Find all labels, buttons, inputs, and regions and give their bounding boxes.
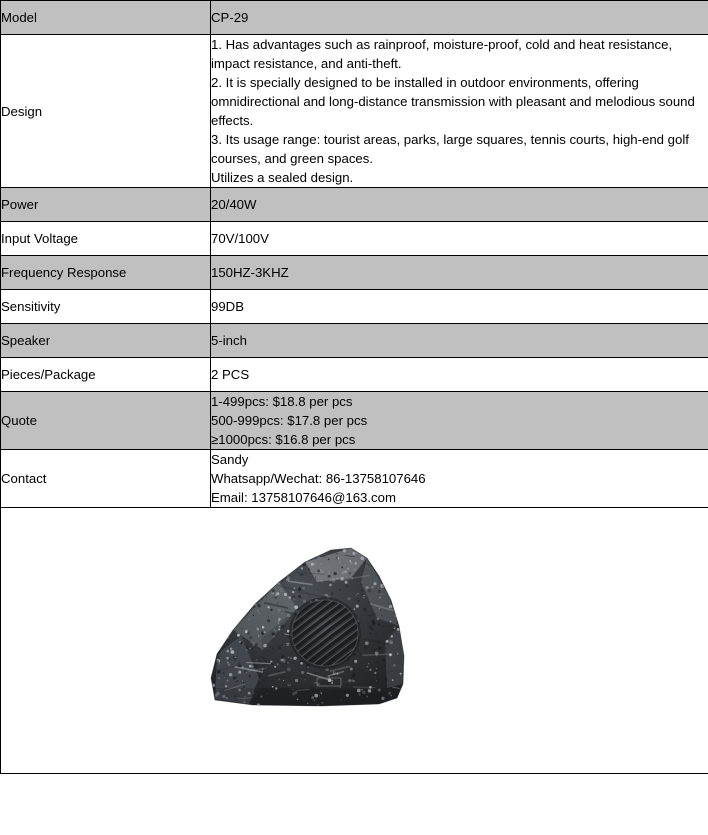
spec-label-text: Sensitivity xyxy=(1,299,61,314)
table-row xyxy=(1,35,708,188)
spec-label-cell xyxy=(1,188,211,222)
table-body xyxy=(1,1,708,774)
spec-value-line: Utilizes a sealed design. xyxy=(211,170,354,185)
spec-value-line: 2. It is specially designed to be installed in outdoor environments, offering omnidirectional and long-distance transmission with pleasant and melodious sound effects. xyxy=(211,75,699,128)
table-row xyxy=(1,450,708,508)
spec-value-line: 3. Its usage range: tourist areas, parks, large squares, tennis courts, high-end golf courses, and green spaces. xyxy=(211,132,693,166)
spec-label-text: Power xyxy=(1,197,39,212)
spec-label-cell xyxy=(1,290,211,324)
spec-label-cell xyxy=(1,222,211,256)
spec-value-cell xyxy=(211,290,708,324)
spec-label-text: Speaker xyxy=(1,333,51,348)
spec-value-line: 1-499pcs: $18.8 per pcs xyxy=(211,394,353,409)
spec-value-cell xyxy=(211,392,708,450)
spec-label-text: Model xyxy=(1,10,37,25)
table-row xyxy=(1,392,708,450)
spec-value-line: 20/40W xyxy=(211,197,257,212)
spec-value-line: 1. Has advantages such as rainproof, moisture-proof, cold and heat resistance, impact resistance, and anti-theft. xyxy=(211,37,676,71)
spec-label-text: Contact xyxy=(1,471,47,486)
table-row xyxy=(1,358,708,392)
rock-speaker-image xyxy=(201,538,416,713)
table-row xyxy=(1,188,708,222)
spec-value-line: 70V/100V xyxy=(211,231,269,246)
spec-label-cell xyxy=(1,358,211,392)
spec-value-line: Whatsapp/Wechat: 86-13758107646 xyxy=(211,471,426,486)
spec-value-line: CP-29 xyxy=(211,10,249,25)
table-row xyxy=(1,222,708,256)
spec-label-cell xyxy=(1,35,211,188)
table-row xyxy=(1,324,708,358)
spec-value-line: ≥1000pcs: $16.8 per pcs xyxy=(211,432,356,447)
spec-label-cell xyxy=(1,392,211,450)
spec-label-text: Pieces/Package xyxy=(1,367,96,382)
spec-label-cell xyxy=(1,324,211,358)
spec-value-line: Email: 13758107646@163.com xyxy=(211,490,396,505)
spec-value-line: 2 PCS xyxy=(211,367,250,382)
spec-label-cell xyxy=(1,256,211,290)
spec-value-cell xyxy=(211,256,708,290)
spec-value-cell xyxy=(211,358,708,392)
spec-value-cell xyxy=(211,1,708,35)
spec-value-line: 500-999pcs: $17.8 per pcs xyxy=(211,413,368,428)
spec-label-cell xyxy=(1,1,211,35)
spec-value-cell xyxy=(211,324,708,358)
spec-label-text: Quote xyxy=(1,413,37,428)
spec-value-line: Sandy xyxy=(211,452,249,467)
table-row xyxy=(1,1,708,35)
table-row xyxy=(1,290,708,324)
spec-value-cell xyxy=(211,222,708,256)
product-image-cell xyxy=(1,508,708,774)
spec-value-line: 150HZ-3KHZ xyxy=(211,265,289,280)
product-image-row xyxy=(1,508,708,774)
spec-label-text: Design xyxy=(1,103,43,119)
spec-value-cell xyxy=(211,35,708,188)
spec-label-text: Frequency Response xyxy=(1,265,127,280)
spec-label-text: Input Voltage xyxy=(1,231,78,246)
table-row xyxy=(1,256,708,290)
spec-value-line: 99DB xyxy=(211,299,244,314)
spec-label-cell xyxy=(1,450,211,508)
spec-value-cell xyxy=(211,188,708,222)
spec-value-cell xyxy=(211,450,708,508)
spec-value-line: 5-inch xyxy=(211,333,247,348)
